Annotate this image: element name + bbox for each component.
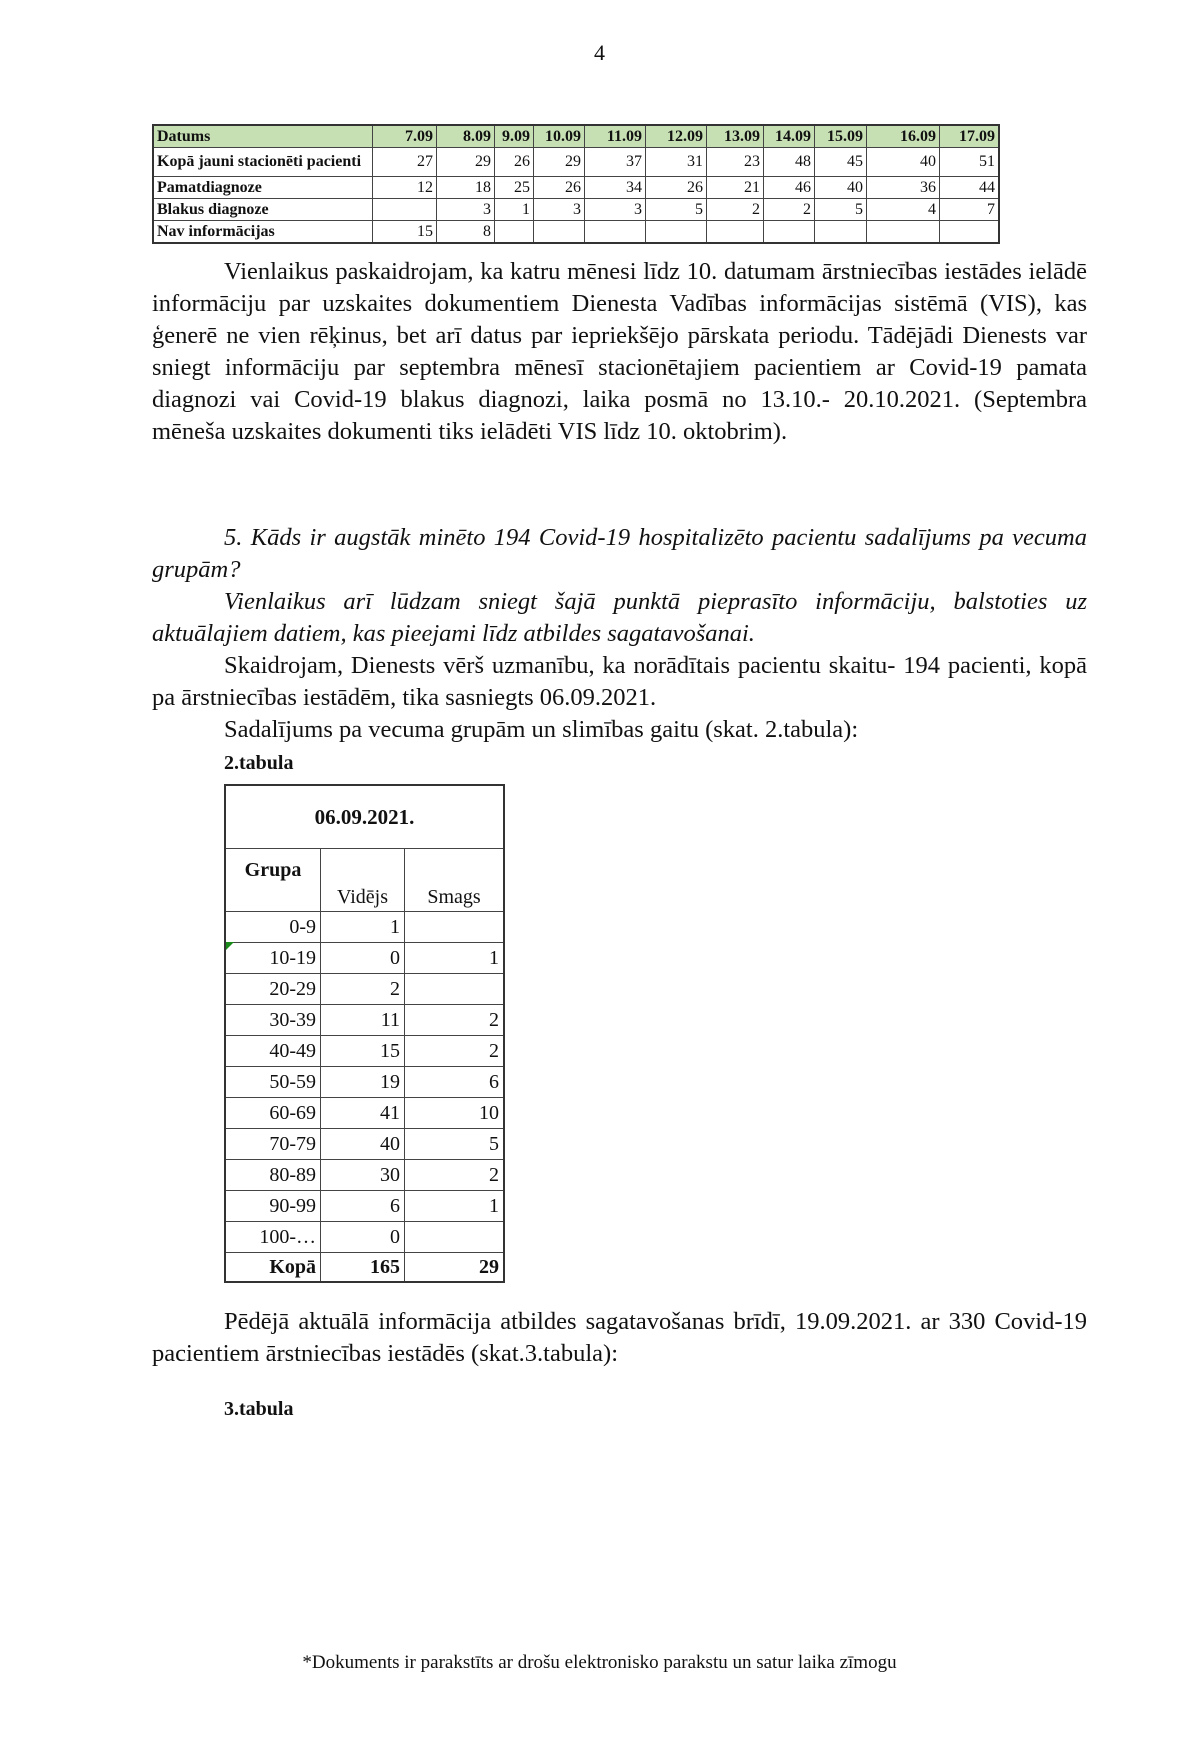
cell: 26 xyxy=(534,177,585,199)
cell xyxy=(585,221,646,244)
cell: 48 xyxy=(764,148,815,177)
header-cell: 10.09 xyxy=(534,125,585,148)
cell: 23 xyxy=(707,148,764,177)
table3-caption: 3.tabula xyxy=(224,1398,294,1420)
cell: 21 xyxy=(707,177,764,199)
header-cell: Smags xyxy=(405,849,505,912)
cell: 3 xyxy=(534,199,585,221)
paragraph-latest-info: Pēdējā aktuālā informācija atbildes sagatavošanas brīdī, 19.09.2021. ar 330 Covid-19 pacientiem ārstniecības iestādēs (skat.3.tabula): xyxy=(152,1308,1087,1367)
cell: 18 xyxy=(437,177,495,199)
cell: 7 xyxy=(940,199,1000,221)
table-row: 50-59 19 6 xyxy=(225,1067,504,1098)
header-cell: 15.09 xyxy=(815,125,867,148)
cell: 25 xyxy=(495,177,534,199)
header-cell: 13.09 xyxy=(707,125,764,148)
cell: 4 xyxy=(867,199,940,221)
cell: 29 xyxy=(437,148,495,177)
page-number: 4 xyxy=(594,40,605,65)
table-header-row xyxy=(225,849,504,912)
cell: 5 xyxy=(646,199,707,221)
cell: 29 xyxy=(534,148,585,177)
cell: 8 xyxy=(437,221,495,244)
header-cell: 17.09 xyxy=(940,125,1000,148)
cell xyxy=(646,221,707,244)
cell xyxy=(867,221,940,244)
cell xyxy=(373,199,437,221)
cell: 36 xyxy=(867,177,940,199)
header-cell: Grupa xyxy=(225,849,321,912)
header-cell: 16.09 xyxy=(867,125,940,148)
cell: 2 xyxy=(764,199,815,221)
table-row xyxy=(153,199,999,221)
table-row: 70-79 40 5 xyxy=(225,1129,504,1160)
paragraph-age-breakdown: Sadalījums pa vecuma grupām un slimības gaitu (skat. 2.tabula): xyxy=(224,716,859,743)
table-row: 80-89 30 2 xyxy=(225,1160,504,1191)
table-row: 0-9 1 xyxy=(225,912,504,943)
question-5: 5. Kāds ir augstāk minēto 194 Covid-19 hospitalizēto pacientu sadalījums pa vecuma grupām? xyxy=(152,524,1087,583)
table-row: 10-19 0 1 xyxy=(225,943,504,974)
table-row: 60-69 41 10 xyxy=(225,1098,504,1129)
cell xyxy=(707,221,764,244)
table-row: 30-39 11 2 xyxy=(225,1005,504,1036)
cell-comment-marker-icon xyxy=(226,942,234,950)
cell: 26 xyxy=(646,177,707,199)
cell: 40 xyxy=(867,148,940,177)
table-row xyxy=(153,221,999,244)
cell xyxy=(534,221,585,244)
cell: 1 xyxy=(495,199,534,221)
cell: 12 xyxy=(373,177,437,199)
age-group-table xyxy=(224,784,505,1283)
header-cell: 11.09 xyxy=(585,125,646,148)
cell xyxy=(815,221,867,244)
header-cell: Datums xyxy=(153,125,373,148)
header-cell: 9.09 xyxy=(495,125,534,148)
table-row xyxy=(153,177,999,199)
header-cell: 7.09 xyxy=(373,125,437,148)
header-cell: 12.09 xyxy=(646,125,707,148)
cell: 51 xyxy=(940,148,1000,177)
cell: 5 xyxy=(815,199,867,221)
cell xyxy=(764,221,815,244)
cell: 31 xyxy=(646,148,707,177)
signature-footer: *Dokuments ir parakstīts ar drošu elektronisko parakstu un satur laika zīmogu xyxy=(302,1652,897,1673)
cell: 26 xyxy=(495,148,534,177)
row-label: Blakus diagnoze xyxy=(153,199,373,221)
question-5-addendum: Vienlaikus arī lūdzam sniegt šajā punktā pieprasīto informāciju, balstoties uz aktuālajiem datiem, kas pieejami līdz atbildes sagatavošanai. xyxy=(152,588,1087,647)
cell: 37 xyxy=(585,148,646,177)
paragraph-vis-explanation: Vienlaikus paskaidrojam, ka katru mēnesi līdz 10. datumam ārstniecības iestādes ielādē informāciju par uzskaites dokumentiem Dienesta Vadības informācijas sistēmā (VIS), kas ģenerē ne vien rēķinus, bet arī datus par iepriekšējo pārskata periodu. Tādējādi Dienests var sniegt informāciju par septembra mēnesī stacionētajiem pacientiem ar Covid-19 pamata diagnozi vai Covid-19 blakus diagnozi, laika posmā no 13.10.- 20.10.2021. (Septembra mēneša uzskaites dokumenti tiks ielādēti VIS līdz 10. oktobrim). xyxy=(152,258,1087,445)
row-label: Nav informācijas xyxy=(153,221,373,244)
table-row: 100-… 0 xyxy=(225,1222,504,1253)
table-row: 90-99 6 1 xyxy=(225,1191,504,1222)
table-header-row xyxy=(153,125,999,148)
row-label: Pamatdiagnoze xyxy=(153,177,373,199)
cell: 40 xyxy=(815,177,867,199)
cell: 3 xyxy=(437,199,495,221)
cell xyxy=(940,221,1000,244)
paragraph-194-patients: Skaidrojam, Dienests vērš uzmanību, ka norādītais pacientu skaitu- 194 pacienti, kopā pa ārstniecības iestādēm, tika sasniegts 06.09.2021. xyxy=(152,652,1087,711)
cell: 15 xyxy=(373,221,437,244)
table2-caption: 2.tabula xyxy=(224,752,294,774)
cell: 44 xyxy=(940,177,1000,199)
cell: 27 xyxy=(373,148,437,177)
table-total-row: Kopā 165 29 xyxy=(225,1253,504,1283)
cell xyxy=(495,221,534,244)
row-label: Kopā jauni stacionēti pacienti xyxy=(153,148,373,177)
daily-admissions-table xyxy=(152,124,1000,244)
cell: 46 xyxy=(764,177,815,199)
table-row: 40-49 15 2 xyxy=(225,1036,504,1067)
cell: 2 xyxy=(707,199,764,221)
table-row xyxy=(153,148,999,177)
header-cell: 14.09 xyxy=(764,125,815,148)
cell: 3 xyxy=(585,199,646,221)
header-cell: Vidējs xyxy=(321,849,405,912)
header-cell: 8.09 xyxy=(437,125,495,148)
cell: 45 xyxy=(815,148,867,177)
table-date-header: 06.09.2021. xyxy=(225,785,504,849)
table-row: 20-29 2 xyxy=(225,974,504,1005)
cell: 34 xyxy=(585,177,646,199)
